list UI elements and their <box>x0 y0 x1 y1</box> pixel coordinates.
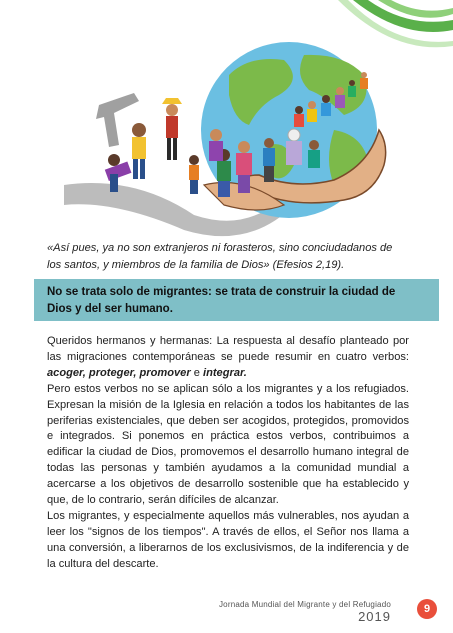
paragraph-1-text: Queridos hermanos y hermanas: La respuesta al desafío planteado por las migraciones contemporáneas se puede resumir en cuatro verbos: <box>47 335 409 363</box>
body-text <box>47 334 409 573</box>
migrants-globe-illustration <box>44 35 414 240</box>
paragraph-2: Pero estos verbos no se aplican sólo a los migrantes y a los refugiados. Expresan la misión de la Iglesia en relación a todos los habitantes de las periferias existenciales, que deben ser acogidos, protegidos, promovidos e integrados. Si ponemos en práctica estos verbos, contribuimos a edificar la ciudad de Dios, promovemos el desarrollo humano integral de todas las personas y también ayudamos a la comunidad mundial a acercarse a los objetivos de desarrollo sostenible que ha establecido y que, de lo contrario, serán difíciles de alcanzar. <box>47 382 409 507</box>
paragraph-1 <box>47 334 409 382</box>
page-number-badge: 9 <box>417 599 437 619</box>
verb-integrar-emphasis: integrar. <box>203 366 247 379</box>
bible-quote: «Así pues, ya no son extranjeros ni forasteros, sino conciudadanos de los santos, y miembros de la familia de Dios» (Efesios 2,19). <box>47 242 393 271</box>
footer-title: Jornada Mundial del Migrante y del Refugiado <box>218 600 391 609</box>
footer-year: 2019 <box>358 609 391 624</box>
banner-heading: No se trata solo de migrantes: se trata de construir la ciudad de Dios y del ser humano. <box>47 286 396 315</box>
conjunction-text: e <box>190 366 203 379</box>
verbs-emphasis: acoger, proteger, promover <box>47 366 191 379</box>
paragraph-3: Los migrantes, y especialmente aquellos más vulnerables, nos ayudan a leer los "signos de los tiempos". A través de ellos, el Señor nos llama a una conversión, a liberarnos de los exclusivismos, de la indiferencia y de la cultura del descarte. <box>47 509 409 570</box>
